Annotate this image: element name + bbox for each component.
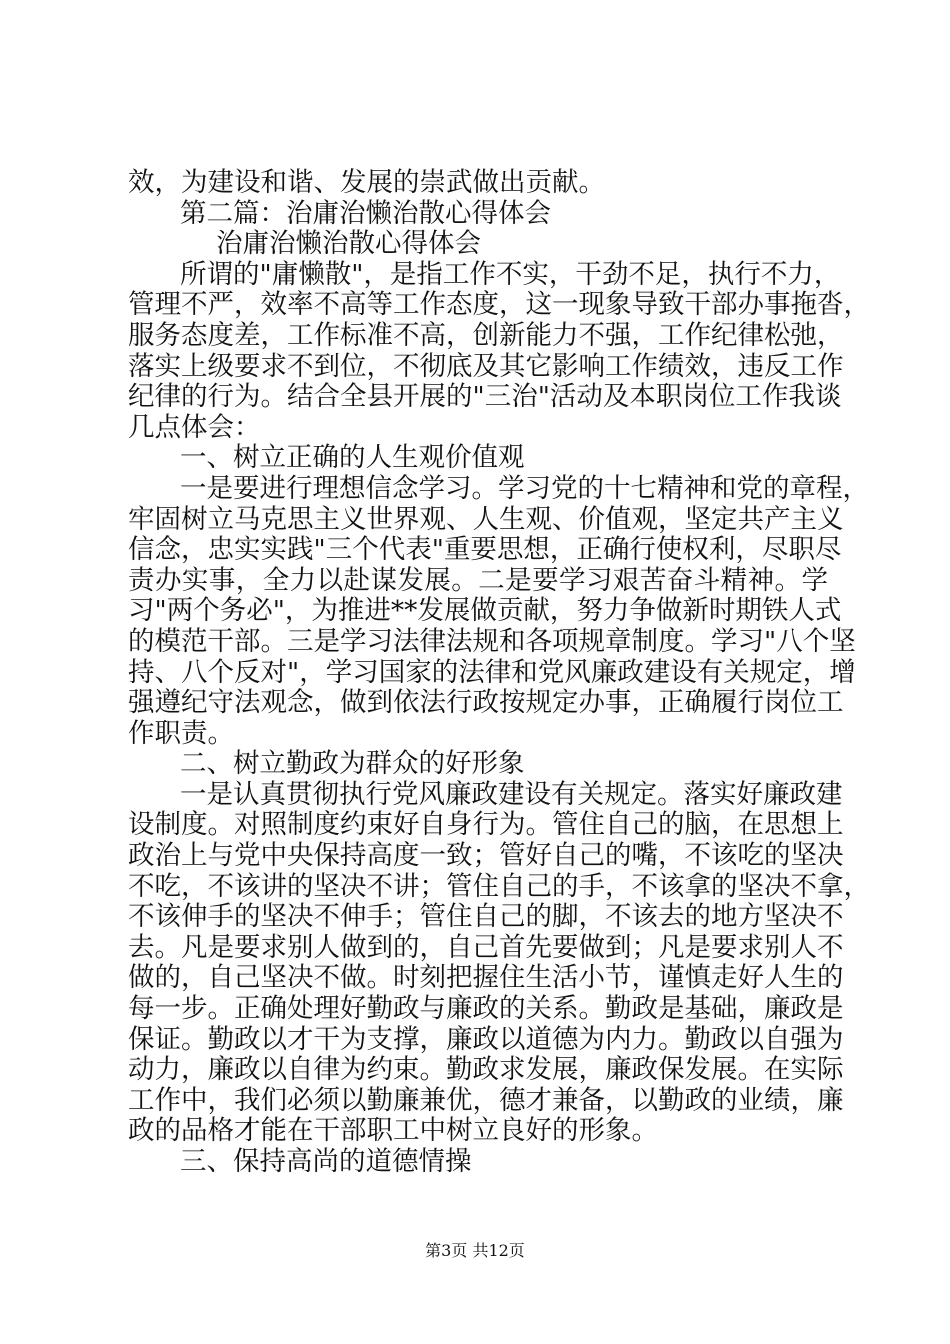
- text-line: 落实上级要求不到位，不彻底及其它影响工作绩效，违反工作: [128, 350, 844, 382]
- text-line: 去。凡是要求别人做到的，自己首先要做到；凡是要求别人不: [128, 931, 844, 963]
- text-line: 牢固树立马克思主义世界观、人生观、价值观，坚定共产主义: [128, 503, 844, 535]
- text-line: 几点体会：: [128, 411, 261, 443]
- text-line: 不该伸手的坚决不伸手；管住自己的脚，不该去的地方坚决不: [128, 901, 844, 933]
- text-line: 信念，忠实实践"三个代表"重要思想，正确行使权利，尽职尽: [128, 534, 842, 566]
- text-line: 的模范干部。三是学习法律法规和各项规章制度。学习"八个坚: [128, 625, 856, 657]
- section-title: 第二篇：治庸治懒治散心得体会: [180, 197, 551, 229]
- text-line: 持、八个反对"，学习国家的法律和党风廉政建设有关规定，增: [128, 656, 856, 688]
- text-line: 不吃，不该讲的坚决不讲；管住自己的手，不该拿的坚决不拿，: [128, 870, 870, 902]
- page-footer: 第3页 共12页: [425, 1241, 525, 1260]
- text-line: 工作中，我们必须以勤廉兼优，德才兼备，以勤政的业绩，廉: [128, 1084, 844, 1116]
- text-line: 保证。勤政以才干为支撑，廉政以道德为内力。勤政以自强为: [128, 1023, 844, 1055]
- heading-line: 三、保持高尚的道德情操: [180, 1146, 472, 1177]
- text-line: 效，为建设和谐、发展的崇武做出贡献。: [128, 167, 605, 198]
- text-line: 习"两个务必"，为推进**发展做贡献，努力争做新时期铁人式: [128, 595, 842, 627]
- text-line: 服务态度差，工作标准不高，创新能力不强，工作纪律松弛，: [128, 319, 844, 351]
- text-line: 纪律的行为。结合全县开展的"三治"活动及本职岗位工作我谈: [128, 381, 842, 413]
- text-line: 做的，自己坚决不做。时刻把握住生活小节，谨慎走好人生的: [128, 962, 844, 994]
- document-body: [128, 167, 870, 1178]
- article-title: 治庸治懒治散心得体会: [216, 228, 481, 260]
- text-line: 管理不严，效率不高等工作态度，这一现象导致干部办事拖沓，: [128, 289, 870, 321]
- text-line: 设制度。对照制度约束好自身行为。管住自己的脑，在思想上: [128, 809, 844, 841]
- text-line: 政的品格才能在干部职工中树立良好的形象。: [128, 1115, 658, 1147]
- text-line: 每一步。正确处理好勤政与廉政的关系。勤政是基础，廉政是: [128, 993, 844, 1025]
- text-line: 一是要进行理想信念学习。学习党的十七精神和党的章程，: [180, 472, 869, 504]
- text-line: 一是认真贯彻执行党风廉政建设有关规定。落实好廉政建: [180, 778, 843, 810]
- text-line: 责办实事，全力以赴谋发展。二是要学习艰苦奋斗精神。学: [128, 564, 828, 596]
- text-line: 政治上与党中央保持高度一致；管好自己的嘴，不该吃的坚决: [128, 840, 844, 872]
- text-line: 所谓的"庸懒散"，是指工作不实，干劲不足，执行不力，: [180, 258, 841, 290]
- heading-line: 二、树立勤政为群众的好形象: [180, 748, 525, 780]
- text-line: 动力，廉政以自律为约束。勤政求发展，廉政保发展。在实际: [128, 1054, 844, 1086]
- text-line: 强遵纪守法观念，做到依法行政按规定办事，正确履行岗位工: [128, 687, 844, 719]
- text-line: 作职责。: [128, 717, 234, 749]
- heading-line: 一、树立正确的人生观价值观: [180, 442, 525, 474]
